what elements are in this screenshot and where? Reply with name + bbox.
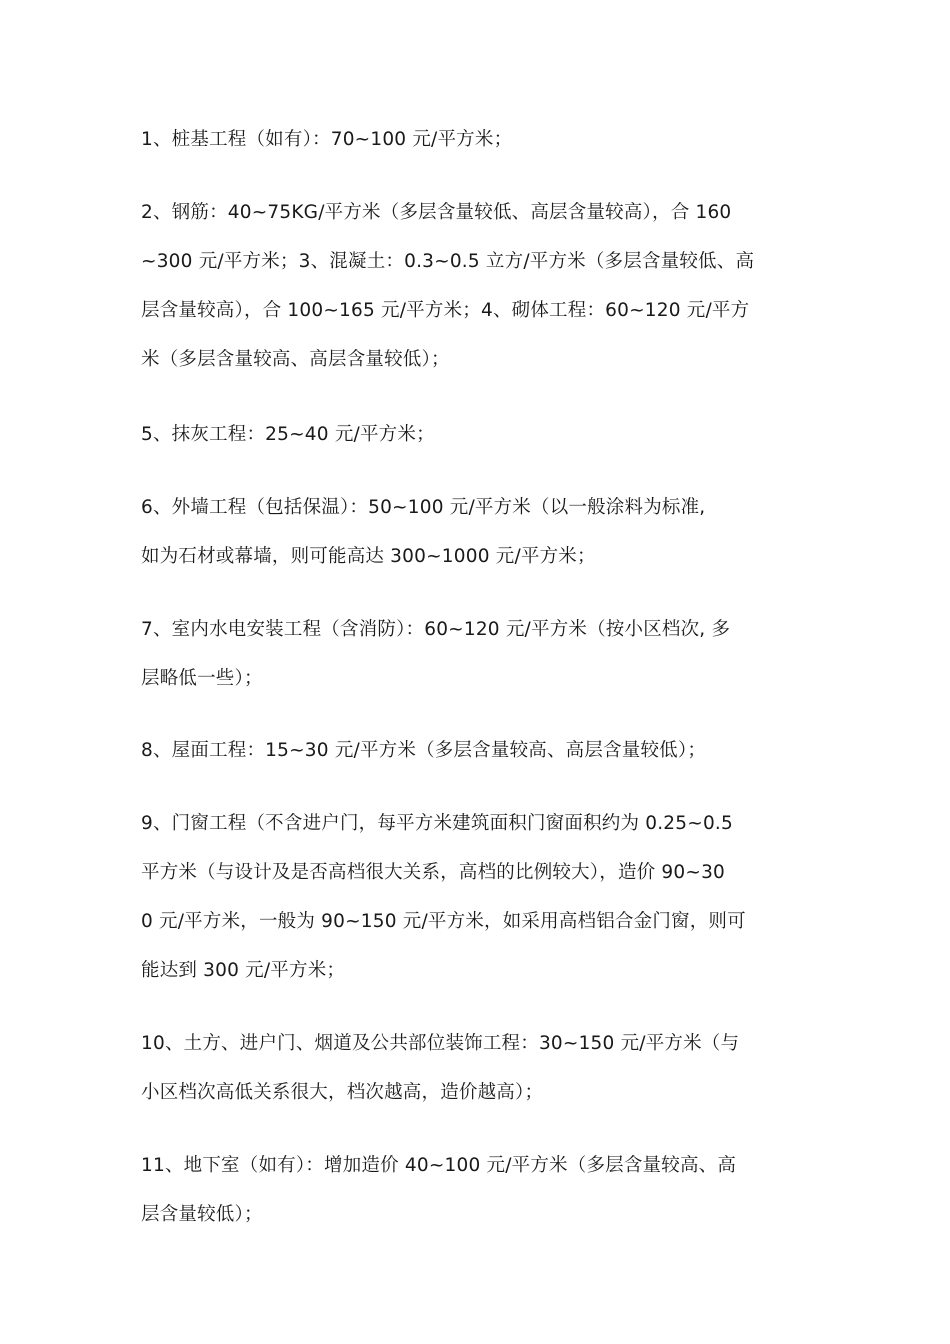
paragraph-plastering — [141, 410, 811, 459]
text-line: 8、屋面工程：15~30 元/平方米（多层含量较高、高层含量较低）； — [141, 740, 707, 761]
paragraph-roofing — [141, 726, 811, 775]
text-line: 小区档次高低关系很大，档次越高，造价越高）； — [141, 1082, 544, 1103]
paragraph-basement — [141, 1141, 811, 1239]
paragraph-pile-foundation — [141, 115, 811, 164]
text-line: 如为石材或幕墙，则可能高达 300~1000 元/平方米； — [141, 546, 596, 567]
paragraph-exterior-wall — [141, 483, 811, 581]
text-line: 层略低一些）； — [141, 668, 263, 689]
paragraph-earthwork-public-areas — [141, 1019, 811, 1117]
text-line: 7、室内水电安装工程（含消防）：60~120 元/平方米（按小区档次, 多 — [141, 619, 731, 640]
text-line: 9、门窗工程（不含进户门，每平方米建筑面积门窗面积约为 0.25~0.5 — [141, 813, 733, 834]
text-line: 0 元/平方米，一般为 90~150 元/平方米，如采用高档铝合金门窗，则可 — [141, 911, 746, 932]
paragraph-rebar-concrete-masonry — [141, 188, 811, 384]
text-line: 层含量较高），合 100~165 元/平方米；4、砌体工程：60~120 元/平方 — [141, 300, 750, 321]
text-line: 5、抹灰工程：25~40 元/平方米； — [141, 424, 435, 445]
text-line: 层含量较低）； — [141, 1204, 263, 1225]
text-line: 米（多层含量较高、高层含量较低）； — [141, 349, 450, 370]
text-line: 6、外墙工程（包括保温）：50~100 元/平方米（以一般涂料为标准, — [141, 497, 706, 518]
text-line: 2、钢筋：40~75KG/平方米（多层含量较低、高层含量较高），合 160 — [141, 202, 732, 223]
text-line: 平方米（与设计及是否高档很大关系，高档的比例较大），造价 90~30 — [141, 862, 726, 883]
text-line: ~300 元/平方米；3、混凝土：0.3~0.5 立方/平方米（多层含量较低、高 — [141, 251, 755, 272]
paragraph-plumbing-electrical — [141, 605, 811, 703]
text-line: 能达到 300 元/平方米； — [141, 960, 346, 981]
text-line: 11、地下室（如有）：增加造价 40~100 元/平方米（多层含量较高、高 — [141, 1155, 737, 1176]
paragraph-doors-windows — [141, 799, 811, 995]
text-line: 10、土方、进户门、烟道及公共部位装饰工程：30~150 元/平方米（与 — [141, 1033, 740, 1054]
text-line: 1、桩基工程（如有）：70~100 元/平方米； — [141, 129, 513, 150]
